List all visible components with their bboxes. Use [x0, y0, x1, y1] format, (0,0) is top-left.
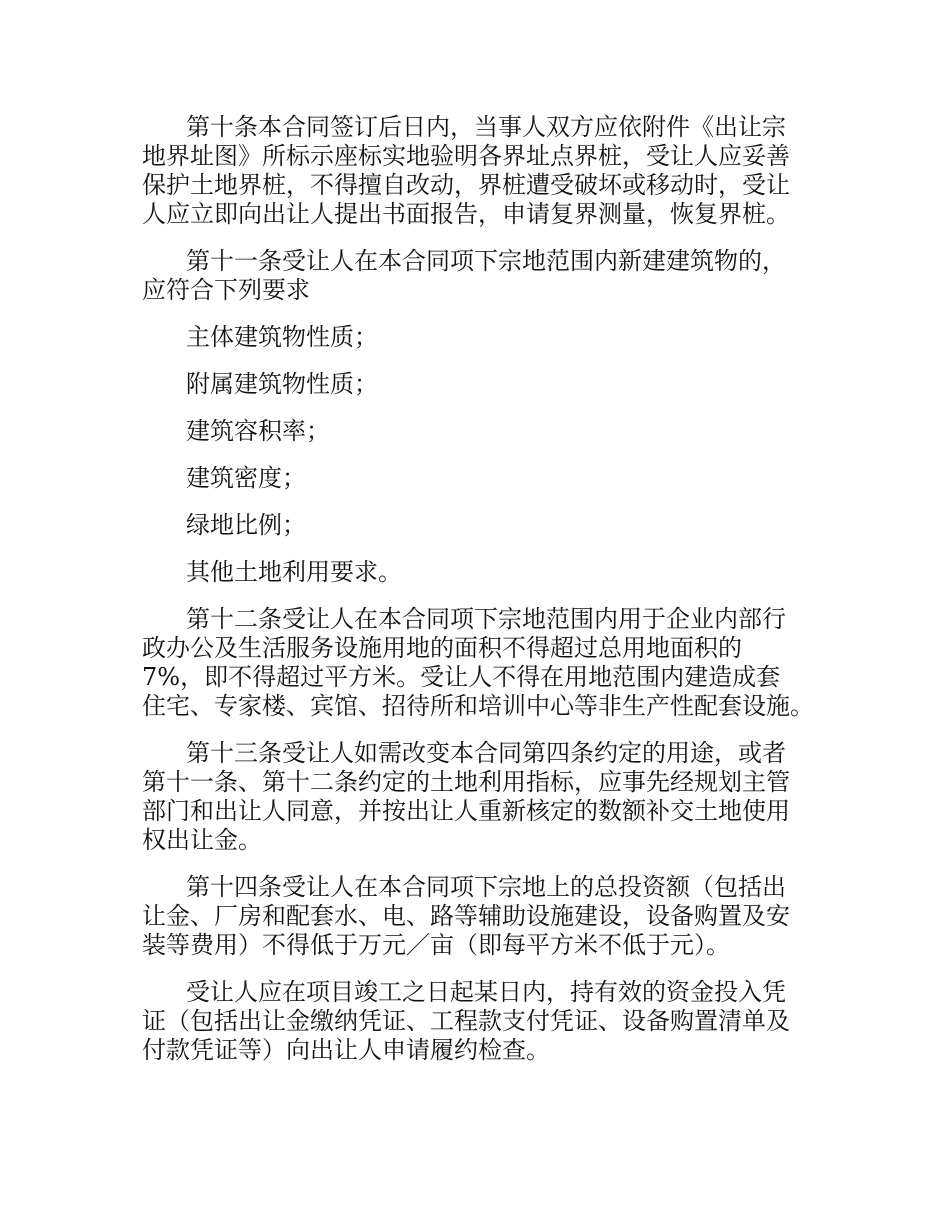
paragraph-line: 7%，即不得超过平方米。受让人不得在用地范围内建造成套: [142, 663, 781, 691]
paragraph-line: 证（包括出让金缴纳凭证、工程款支付凭证、设备购置清单及: [142, 1007, 790, 1035]
contract-paragraph: [142, 247, 814, 305]
paragraph-line: 人应立即向出让人提出书面报告，申请复界测量，恢复界桩。: [142, 200, 790, 228]
paragraph-line: 第十一条、第十二条约定的土地利用指标，应事先经规划主管: [142, 768, 790, 796]
paragraph-line: 保护土地界桩，不得擅自改动，界桩遭受破坏或移动时，受让: [142, 171, 790, 199]
contract-paragraph: [142, 511, 814, 540]
contract-paragraph: [142, 323, 814, 352]
paragraph-list: [142, 113, 814, 1065]
paragraph-line: 付款凭证等）向出让人申请履约检查。: [142, 1036, 550, 1064]
paragraph-line: 第十条本合同签订后日内，当事人双方应依附件《出让宗: [186, 113, 786, 141]
document-page: [142, 113, 814, 1083]
paragraph-line: 绿地比例；: [186, 511, 306, 539]
paragraph-line: 第十三条受让人如需改变本合同第四条约定的用途，或者: [186, 739, 786, 767]
paragraph-line: 建筑容积率；: [186, 417, 330, 445]
paragraph-line: 住宅、专家楼、宾馆、招待所和培训中心等非生产性配套设施。: [142, 692, 814, 720]
paragraph-line: 第十一条受让人在本合同项下宗地范围内新建建筑物的，: [186, 247, 786, 275]
paragraph-line: 主体建筑物性质；: [186, 323, 378, 351]
paragraph-line: 让金、厂房和配套水、电、路等辅助设施建设，设备购置及安: [142, 902, 790, 930]
paragraph-line: 其他土地利用要求。: [186, 558, 402, 586]
contract-paragraph: [142, 873, 814, 960]
paragraph-line: 部门和出让人同意，并按出让人重新核定的数额补交土地使用: [142, 797, 790, 825]
paragraph-line: 受让人应在项目竣工之日起某日内，持有效的资金投入凭: [186, 978, 786, 1006]
paragraph-line: 权出让金。: [142, 826, 262, 854]
contract-paragraph: [142, 558, 814, 587]
contract-paragraph: [142, 370, 814, 399]
contract-paragraph: [142, 464, 814, 493]
paragraph-line: 地界址图》所标示座标实地验明各界址点界桩，受让人应妥善: [142, 142, 790, 170]
paragraph-line: 附属建筑物性质；: [186, 370, 378, 398]
contract-paragraph: [142, 978, 814, 1065]
contract-paragraph: [142, 113, 814, 229]
paragraph-line: 第十四条受让人在本合同项下宗地上的总投资额（包括出: [186, 873, 786, 901]
paragraph-line: 政办公及生活服务设施用地的面积不得超过总用地面积的: [142, 634, 742, 662]
paragraph-line: 第十二条受让人在本合同项下宗地范围内用于企业内部行: [186, 605, 786, 633]
paragraph-line: 装等费用）不得低于万元／亩（即每平方米不低于元）。: [142, 931, 730, 959]
paragraph-line: 建筑密度；: [186, 464, 306, 492]
contract-paragraph: [142, 605, 814, 721]
contract-paragraph: [142, 417, 814, 446]
contract-paragraph: [142, 739, 814, 855]
paragraph-line: 应符合下列要求: [142, 276, 310, 304]
